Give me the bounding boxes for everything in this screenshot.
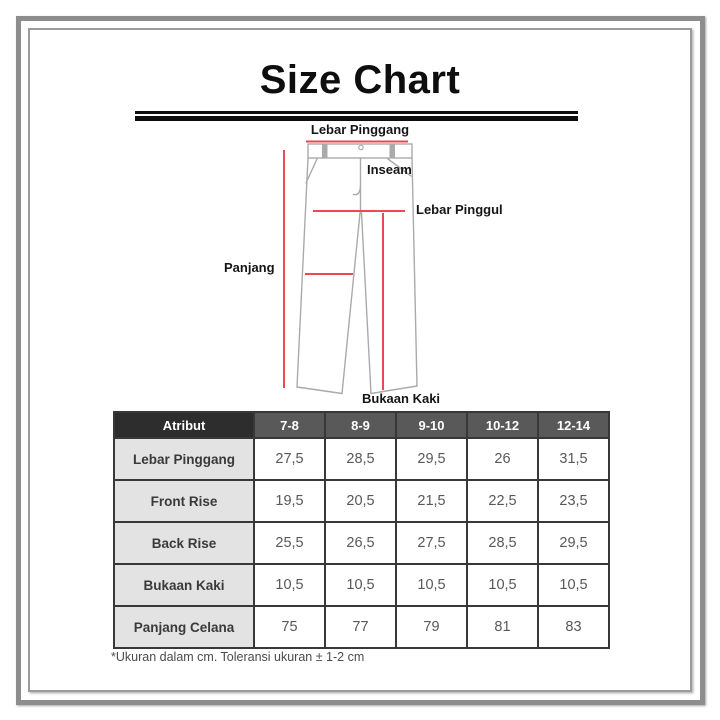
left-outer-seam (297, 158, 308, 387)
cell-value: 25,5 (254, 522, 325, 564)
header-cell-size-2: 8-9 (325, 412, 396, 438)
cell-value: 22,5 (467, 480, 538, 522)
right-outer-seam (412, 158, 417, 386)
row-label: Lebar Pinggang (114, 438, 254, 480)
fly-button-icon (359, 145, 363, 149)
header-cell-size-1: 7-8 (254, 412, 325, 438)
right-inner-seam (362, 213, 372, 394)
belt-loop-right (390, 144, 396, 158)
table-header-row (114, 412, 609, 438)
cell-value: 21,5 (396, 480, 467, 522)
header-cell-size-3: 9-10 (396, 412, 467, 438)
fly-stitch (354, 186, 361, 195)
left-inner-seam (342, 213, 360, 394)
cell-value: 28,5 (325, 438, 396, 480)
waist-label: Lebar Pinggang (310, 122, 410, 137)
title-rule-thin (135, 111, 578, 114)
cell-value: 10,5 (467, 564, 538, 606)
leg-opening-label: Bukaan Kaki (362, 391, 441, 406)
belt-loop-left (322, 144, 328, 158)
cell-value: 26,5 (325, 522, 396, 564)
cell-value: 26 (467, 438, 538, 480)
cell-value: 31,5 (538, 438, 609, 480)
row-label: Bukaan Kaki (114, 564, 254, 606)
row-label: Front Rise (114, 480, 254, 522)
cell-value: 75 (254, 606, 325, 648)
inseam-label: Inseam (367, 162, 412, 177)
header-cell-size-4: 10-12 (467, 412, 538, 438)
cell-value: 29,5 (538, 522, 609, 564)
cell-value: 83 (538, 606, 609, 648)
cell-value: 81 (467, 606, 538, 648)
header-cell-size-5: 12-14 (538, 412, 609, 438)
table-row-front-rise (114, 480, 609, 522)
size-table (113, 411, 610, 649)
cell-value: 77 (325, 606, 396, 648)
cell-value: 20,5 (325, 480, 396, 522)
size-tolerance-note: *Ukuran dalam cm. Toleransi ukuran ± 1-2 cm (111, 650, 365, 664)
cell-value: 28,5 (467, 522, 538, 564)
length-label: Panjang (224, 260, 275, 275)
header-cell-atribut: Atribut (114, 412, 254, 438)
table-row-lebar-pinggang (114, 438, 609, 480)
left-hem (297, 387, 342, 394)
page-title: Size Chart (259, 58, 461, 102)
row-label: Back Rise (114, 522, 254, 564)
hip-label: Lebar Pinggul (416, 202, 503, 217)
cell-value: 10,5 (325, 564, 396, 606)
table-row-panjang-celana (114, 606, 609, 648)
cell-value: 29,5 (396, 438, 467, 480)
cell-value: 10,5 (396, 564, 467, 606)
cell-value: 27,5 (254, 438, 325, 480)
cell-value: 19,5 (254, 480, 325, 522)
cell-value: 27,5 (396, 522, 467, 564)
table-row-back-rise (114, 522, 609, 564)
table-row-bukaan-kaki (114, 564, 609, 606)
cell-value: 23,5 (538, 480, 609, 522)
cell-value: 10,5 (254, 564, 325, 606)
row-label: Panjang Celana (114, 606, 254, 648)
cell-value: 10,5 (538, 564, 609, 606)
cell-value: 79 (396, 606, 467, 648)
